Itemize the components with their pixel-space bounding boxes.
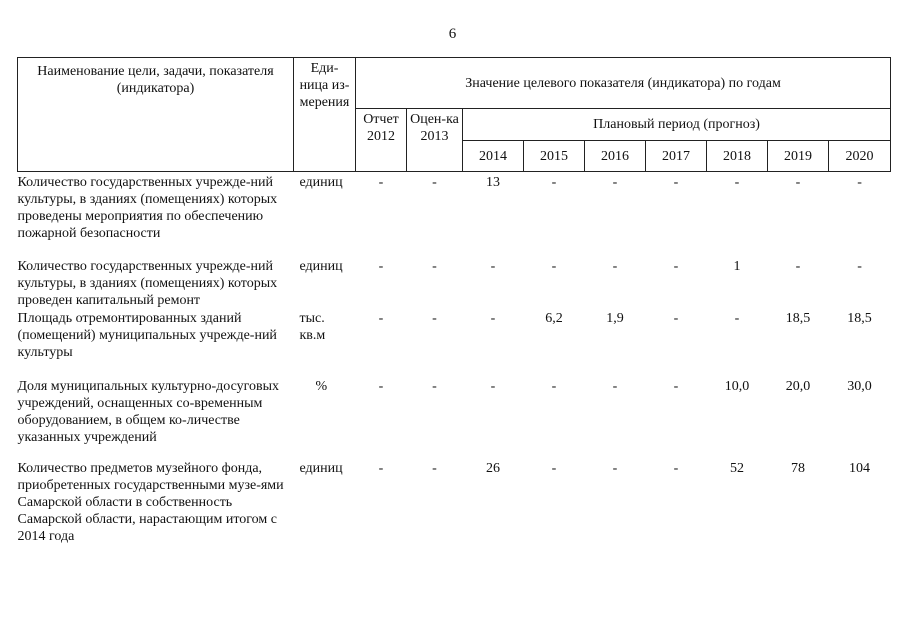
indicator-table <box>17 57 891 550</box>
indicator-name: Количество государственных учрежде-ний культуры, в зданиях (помещениях) которых проведены мероприятия по обеспечению пожарной безопасности <box>17 175 278 241</box>
value-cell: - <box>795 258 801 274</box>
value-cell: 1 <box>733 258 741 274</box>
value-cell: - <box>551 175 557 190</box>
value-cell: - <box>795 175 801 190</box>
value-cell: - <box>857 258 862 274</box>
value-cell: 26 <box>486 460 500 476</box>
value-cell: - <box>378 310 384 326</box>
indicator-name: Количество предметов музейного фонда, приобретенных государственными музе-ями Самарской области в собственность Самарской области, нарастающим итогом с 2014 года <box>17 460 284 544</box>
header-name: Наименование цели, задачи, показателя (индикатора) <box>18 58 294 172</box>
header-year: 2019 <box>768 141 829 172</box>
table-header <box>18 58 891 172</box>
value-cell: 78 <box>791 460 805 476</box>
value-cell: 52 <box>730 460 744 476</box>
header-plan-period: Плановый период (прогноз) <box>463 109 891 141</box>
header-year: 2020 <box>829 141 891 172</box>
value-cell: - <box>378 258 384 274</box>
page-number: 6 <box>448 26 457 42</box>
value-cell: 30,0 <box>847 378 872 394</box>
value-cell: - <box>490 310 496 326</box>
header-value-group: Значение целевого показателя (индикатора) по годам <box>356 58 891 109</box>
header-report-2012: Отчет 2012 <box>356 109 407 172</box>
table-row <box>18 172 891 258</box>
value-cell: 18,5 <box>785 310 811 326</box>
value-cell: 1,9 <box>606 310 624 326</box>
value-cell: - <box>857 175 862 190</box>
value-cell: - <box>673 378 679 394</box>
value-cell: - <box>378 460 384 476</box>
value-cell: - <box>734 175 740 190</box>
value-cell: - <box>432 310 437 326</box>
indicator-unit: единиц <box>299 175 343 190</box>
table-row <box>18 460 891 550</box>
indicator-unit: тыс. кв.м <box>299 310 326 343</box>
value-cell: - <box>673 258 679 274</box>
value-cell: - <box>551 460 557 476</box>
value-cell: - <box>612 378 618 394</box>
value-cell: 13 <box>486 175 500 190</box>
indicator-name: Доля муниципальных культурно-досуговых учреждений, оснащенных со-временным оборудованием, в общем ко-личестве указанных учреждений <box>17 378 280 445</box>
header-year: 2016 <box>585 141 646 172</box>
value-cell: 18,5 <box>847 310 872 326</box>
indicator-name: Количество государственных учрежде-ний культуры, в зданиях (помещениях) которых проведен капитальный ремонт <box>17 258 278 308</box>
value-cell: - <box>612 460 618 476</box>
value-cell: - <box>432 460 437 476</box>
value-cell: - <box>432 175 437 190</box>
indicator-unit: % <box>315 378 328 394</box>
header-year: 2014 <box>463 141 524 172</box>
table-body <box>18 172 891 550</box>
value-cell: - <box>432 258 437 274</box>
header-year: 2017 <box>646 141 707 172</box>
value-cell: 6,2 <box>545 310 563 326</box>
header-year: 2015 <box>524 141 585 172</box>
table-row <box>18 310 891 378</box>
value-cell: - <box>612 175 618 190</box>
value-cell: 10,0 <box>724 378 750 394</box>
value-cell: 20,0 <box>785 378 811 394</box>
value-cell: - <box>612 258 618 274</box>
value-cell: - <box>673 310 679 326</box>
table-row <box>18 258 891 310</box>
value-cell: - <box>378 378 384 394</box>
header-estimate-2013: Оцен-ка 2013 <box>407 109 463 172</box>
value-cell: - <box>551 378 557 394</box>
indicator-name: Площадь отремонтированных зданий (помещений) муниципальных учрежде-ний культуры <box>17 310 277 360</box>
table-row <box>18 378 891 460</box>
indicator-table-container <box>17 57 890 550</box>
value-cell: - <box>673 460 679 476</box>
value-cell: - <box>490 378 496 394</box>
indicator-unit: единиц <box>299 460 343 476</box>
value-cell: - <box>673 175 679 190</box>
value-cell: - <box>734 310 740 326</box>
value-cell: - <box>378 175 384 190</box>
value-cell: - <box>490 258 496 274</box>
value-cell: 104 <box>849 460 871 476</box>
header-unit: Еди-ница из-мерения <box>294 58 356 172</box>
value-cell: - <box>551 258 557 274</box>
indicator-unit: единиц <box>299 258 343 274</box>
header-year: 2018 <box>707 141 768 172</box>
value-cell: - <box>432 378 437 394</box>
